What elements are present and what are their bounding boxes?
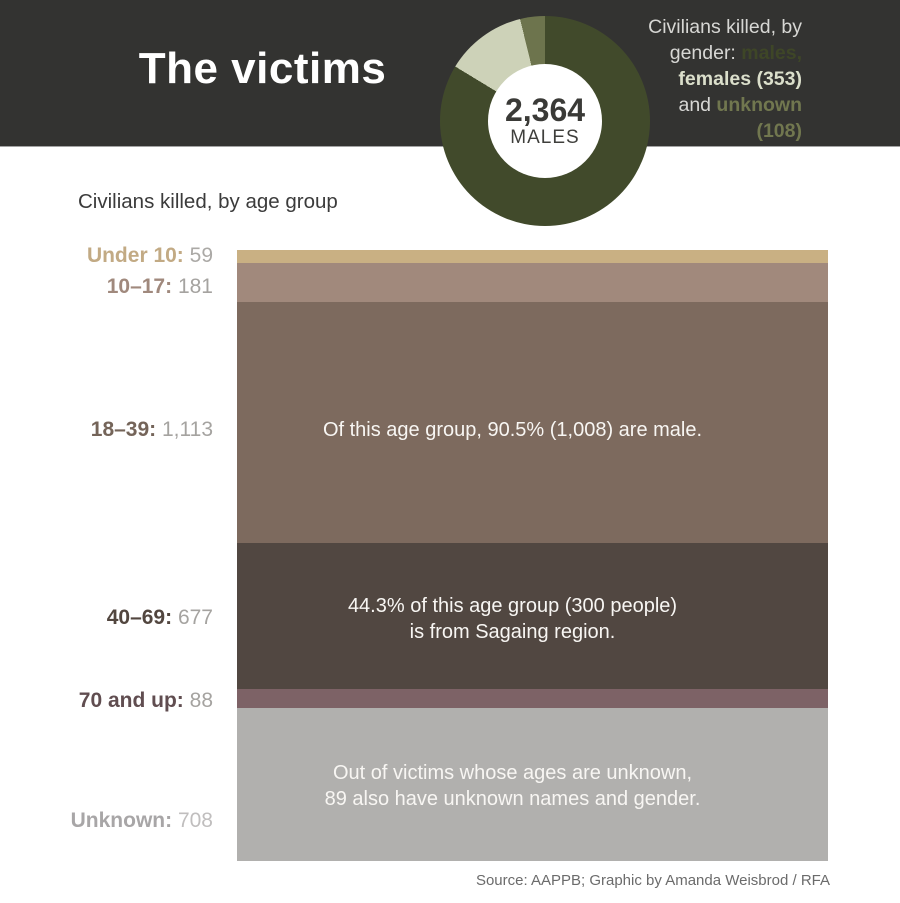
age-labels	[0, 0, 213, 903]
age-value: 1,113	[162, 418, 213, 442]
donut-center-value: 2,364	[504, 91, 586, 128]
source-credit: Source: AAPPB; Graphic by Amanda Weisbrod / RFA	[475, 872, 830, 889]
donut-center-label: MALES	[510, 126, 580, 148]
age-label-40-69	[107, 606, 213, 630]
bar-annotation-18-39	[237, 310, 828, 551]
age-bar-stack	[237, 250, 828, 861]
age-bar-40-69	[237, 543, 828, 689]
gender-legend-line	[572, 92, 802, 118]
annotation-line: Out of victims whose ages are unknown,	[332, 762, 693, 785]
age-value: 88	[189, 689, 213, 713]
age-category: 40–69:	[106, 605, 178, 629]
annotation-line: 44.3% of this age group (300 people)	[347, 594, 678, 617]
legend-text-plain: Civilians killed, by	[648, 16, 802, 38]
legend-text-females: females (353)	[678, 68, 802, 90]
legend-text-unknown: unknown	[716, 94, 802, 116]
annotation-line: 89 also have unknown names and gender.	[324, 788, 701, 811]
annotation-line: Of this age group, 90.5% (1,008) are male.	[322, 419, 703, 442]
gender-legend-line	[572, 66, 802, 92]
legend-text-unknown: (108)	[756, 120, 802, 142]
age-value: 677	[177, 605, 213, 629]
age-label-18-39	[91, 418, 213, 442]
age-label-70-and-up	[79, 689, 213, 713]
age-value: 708	[177, 808, 213, 832]
age-label-10-17	[107, 275, 213, 299]
age-section-label: Civilians killed, by age group	[78, 190, 338, 213]
page-title: The victims	[138, 44, 387, 93]
bar-annotation-unknown	[237, 710, 828, 863]
legend-text-plain: gender:	[669, 42, 742, 64]
age-label-under-10	[87, 244, 213, 268]
age-category: 70 and up:	[78, 689, 190, 713]
age-bar-70-and-up	[237, 689, 828, 708]
bar-annotation-40-69	[237, 546, 828, 692]
legend-text-plain: and	[678, 94, 717, 116]
gender-legend-line	[572, 118, 802, 144]
age-bar-under-10	[237, 250, 828, 263]
age-category: Unknown:	[70, 808, 178, 832]
age-category: Under 10:	[86, 244, 190, 268]
age-category: 10–17:	[106, 275, 178, 299]
age-bar-18-39	[237, 302, 828, 543]
legend-text-males: males,	[741, 42, 802, 64]
gender-legend	[572, 14, 802, 144]
gender-legend-line	[572, 14, 802, 40]
age-bar-unknown	[237, 708, 828, 861]
gender-legend-line	[572, 40, 802, 66]
age-value: 59	[189, 244, 213, 268]
age-label-unknown	[71, 809, 213, 833]
annotation-line: is from Sagaing region.	[409, 620, 616, 643]
age-category: 18–39:	[90, 418, 162, 442]
age-value: 181	[177, 275, 213, 299]
age-bar-10-17	[237, 263, 828, 302]
